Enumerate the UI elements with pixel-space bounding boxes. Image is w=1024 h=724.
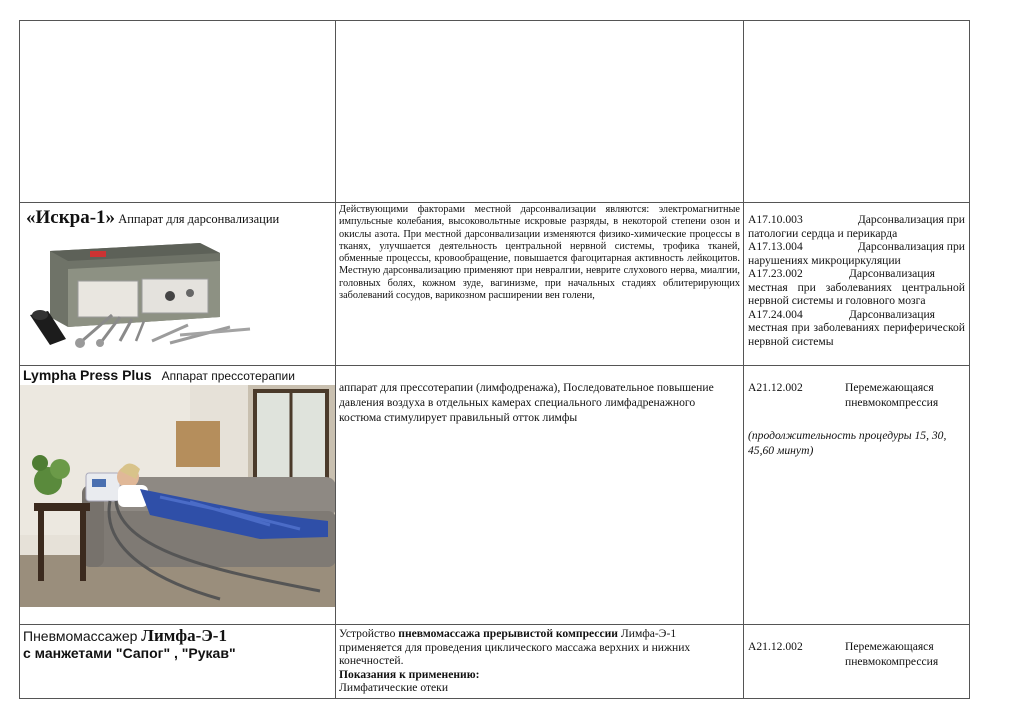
procedure-name: Дарсонвализация при bbox=[857, 240, 965, 253]
device-type: Аппарат прессотерапии bbox=[161, 369, 295, 383]
empty-cell bbox=[336, 21, 744, 203]
description-cell-pneumo bbox=[336, 625, 744, 699]
table-row-pneumo bbox=[20, 625, 970, 699]
device-cell-pneumo bbox=[20, 625, 336, 699]
desc-bold: пневмомассажа прерывистой компрессии bbox=[398, 627, 618, 640]
document-table bbox=[19, 20, 970, 699]
device-type: Пневмомассажер bbox=[23, 628, 138, 644]
procedure-code: A17.23.002 bbox=[748, 267, 803, 280]
device-title bbox=[20, 366, 335, 385]
procedure-codes bbox=[744, 203, 969, 348]
procedure-name: Перемежающаяся пневмокомпрессия bbox=[845, 381, 939, 409]
lympha-press-photo bbox=[20, 385, 336, 607]
procedure-code: A21.12.002 bbox=[748, 640, 803, 653]
procedure-code-item bbox=[748, 308, 965, 349]
device-name: Лимфа-Э-1 bbox=[141, 626, 227, 645]
procedure-code-item bbox=[748, 267, 965, 308]
table-row-empty bbox=[20, 21, 970, 203]
procedure-name: Дарсонвализация при bbox=[857, 213, 965, 226]
procedure-name-cont: патологии сердца и перикарда bbox=[748, 226, 898, 240]
device-cell-lympha bbox=[20, 366, 336, 625]
procedure-code: A17.24.004 bbox=[748, 307, 803, 321]
empty-cell bbox=[20, 21, 336, 203]
table-row-iskra bbox=[20, 203, 970, 366]
procedure-duration-note: (продолжительность процедуры 15, 30, 45,60 минут) bbox=[748, 429, 947, 457]
description-cell-iskra bbox=[336, 203, 744, 366]
procedure-code-item bbox=[748, 639, 965, 669]
device-name: Lympha Press Plus bbox=[23, 367, 152, 383]
darsonval-device-image bbox=[20, 229, 336, 349]
desc-prefix: Устройство bbox=[339, 627, 396, 640]
procedure-codes bbox=[744, 366, 969, 458]
description-cell-lympha bbox=[336, 366, 744, 625]
device-description bbox=[336, 625, 743, 695]
procedure-code: A17.13.004 bbox=[748, 240, 803, 253]
desc-rest: Лимфа-Э-1 применяется для проведения циклического массажа верхних и нижних конечностей. bbox=[339, 627, 691, 667]
device-type: Аппарат для дарсонвализации bbox=[118, 212, 280, 226]
device-cell-iskra bbox=[20, 203, 336, 366]
indications-text: Лимфатические отеки bbox=[339, 681, 449, 694]
procedure-name: Дарсонвализация bbox=[848, 307, 935, 321]
codes-cell-iskra bbox=[744, 203, 970, 366]
procedure-code-item bbox=[748, 380, 965, 410]
device-description: аппарат для прессотерапии (лимфодренажа), Последовательное повышение давления воздуха в отдельных камерах специального лимфадренажного костюма стимулирует правильный отток лимфы bbox=[339, 381, 714, 424]
procedure-code-item bbox=[748, 213, 965, 240]
table-row-lympha bbox=[20, 366, 970, 625]
procedure-name-cont: местная при заболеваниях периферической нервной системы bbox=[748, 321, 965, 348]
codes-cell-pneumo bbox=[744, 625, 970, 699]
device-title bbox=[20, 203, 335, 229]
device-cuffs: с манжетами "Сапог" , "Рукав" bbox=[23, 645, 236, 661]
codes-cell-lympha bbox=[744, 366, 970, 625]
indications-label: Показания к применению: bbox=[339, 667, 480, 681]
device-title bbox=[20, 625, 335, 662]
procedure-name: Перемежающаяся пневмокомпрессия bbox=[845, 640, 939, 668]
procedure-code: A17.10.003 bbox=[748, 213, 803, 226]
empty-cell bbox=[744, 21, 970, 203]
device-description: Действующими факторами местной дарсонвализации являются: электромагнитные импульсные колебания, высоковольтные искровые разряды, в некоторой степени озон и окислы азота. При местной дарсонвализации изменяются физико-химические процессы в тканях, улучшается деятельность центральной нервной системы, трофика тканей, обменные процессы, кровообращение, повышается фагоцитарная активность лейкоцитов. Местную дарсонвализацию применяют при невралгии, неврите слухового нерва, миалгии, головных болях, кожном зуде, вагинизме, при начальных стадиях облитерирующих заболеваний сосудов, варикозном расширении вен голени, bbox=[339, 204, 740, 302]
procedure-code-item bbox=[748, 240, 965, 267]
procedure-name-cont: местная при заболеваниях центральной нервной системы и головного мозга bbox=[748, 280, 965, 307]
procedure-name-cont: нарушениях микроциркуляции bbox=[748, 253, 901, 267]
procedure-codes bbox=[744, 625, 969, 669]
procedure-code: A21.12.002 bbox=[748, 381, 803, 394]
device-name: «Искра-1» bbox=[26, 207, 116, 228]
procedure-name: Дарсонвализация bbox=[848, 267, 935, 280]
